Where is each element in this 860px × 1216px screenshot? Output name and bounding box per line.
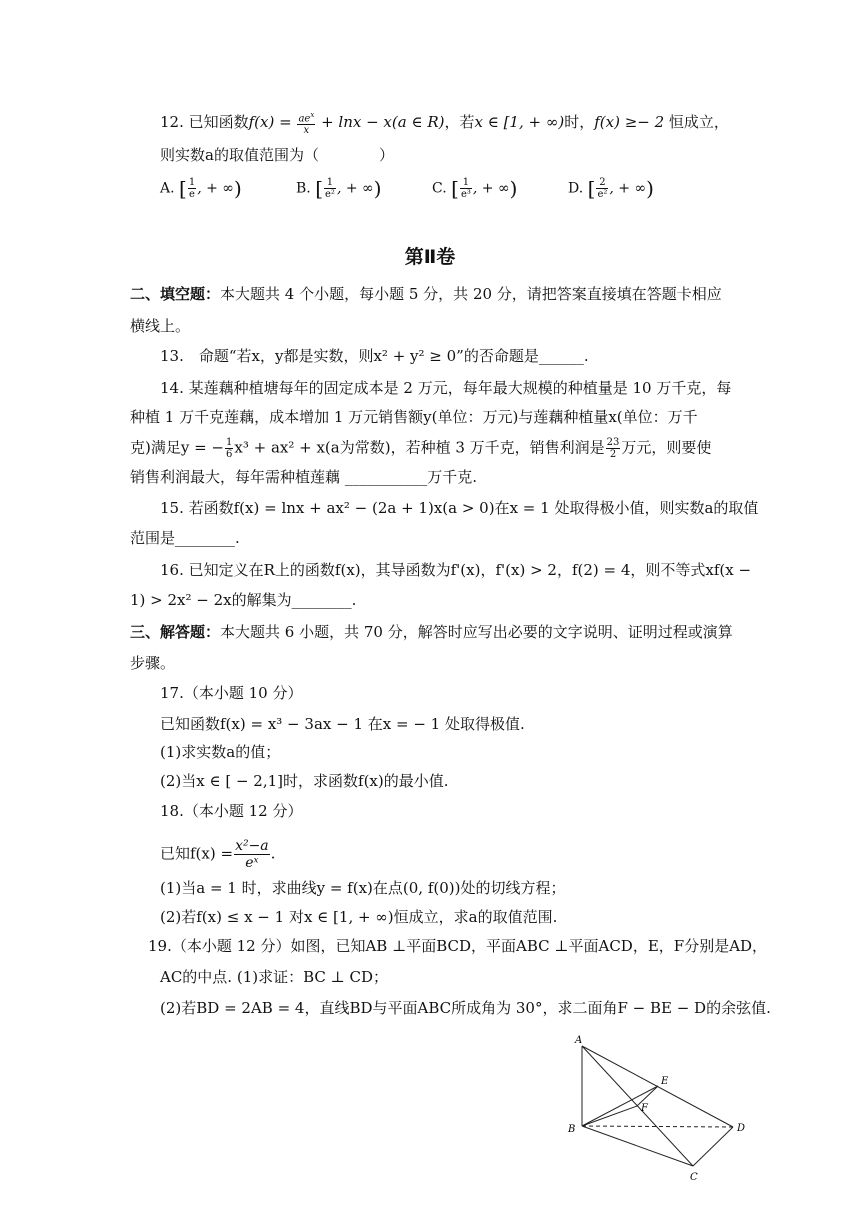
q18-line2: (1)当a = 1 时，求曲线y = f(x)在点(0, f(0))处的切线方程；: [160, 879, 566, 897]
q17-line3: (2)当x ∈ [ − 2,1]时，求函数f(x)的最小值.: [160, 772, 449, 790]
q14-line2: 种植 1 万千克莲藕，成本增加 1 万元销售额y(单位：万元)与莲藕种植量x(单位：万千: [130, 408, 698, 426]
part2-line1: 二、填空题：本大题共 4 个小题，每小题 5 分，共 20 分，请把答案直接填在答题卡相应: [130, 285, 722, 303]
label-c: C: [690, 1172, 698, 1183]
q12-option-d: D. [ $\frac{2}{\text{e²}}$ , + ∞): [568, 176, 654, 201]
part3-line2: 步骤。: [130, 654, 176, 672]
q17-line2: (1)求实数a的值；: [160, 743, 281, 761]
q18-line1: 已知f(x) = $\frac{\text{x²−a}}{\text{eˣ}}$ .: [160, 838, 276, 871]
q17-line1: 已知函数f(x) = x³ − 3ax − 1 在x = − 1 处取得极值.: [160, 715, 525, 733]
label-d: D: [737, 1123, 746, 1134]
q15-line1: 15. 若函数f(x) = lnx + ax² − (2a + 1)x(a > 0)在x = 1 处取得极小值，则实数a的取值: [160, 499, 759, 517]
q12-line2: 则实数a的取值范围为（ ）: [160, 146, 394, 164]
q17-head: 17.（本小题 10 分）: [160, 684, 303, 702]
part3-heading: 三、解答题：: [130, 623, 221, 641]
q12-line1: 12. 已知函数f(x) = $\frac{ae^x}{x}$ + lnx − x(a ∈ R)，若x ∈ [1, + ∞)时，f(x) ≥− 2 恒成立，: [160, 111, 729, 137]
q18-fraction: $\frac{\text{x²−a}}{\text{eˣ}}$: [235, 838, 269, 871]
q19-line3: (2)若BD = 2AB = 4，直线BD与平面ABC所成角为 30°，求二面角F − BE − D的余弦值.: [160, 999, 771, 1017]
label-e: E: [661, 1076, 669, 1087]
part2-heading: 二、填空题：: [130, 285, 221, 303]
edge-bc: [582, 1126, 693, 1166]
q18-head: 18.（本小题 12 分）: [160, 802, 303, 820]
section-title: 第Ⅱ卷: [404, 246, 456, 268]
q12-function: f(x) = $\frac{ae^x}{x}$ + lnx − x(a ∈ R): [248, 111, 445, 137]
q14-line1: 14. 某莲藕种植塘每年的固定成本是 2 万元，每年最大规模的种植量是 10 万千克，每: [160, 379, 732, 397]
q14-line3: 克)满足y = − $\frac{1}{6}$ x³ + ax² + x(a为常数)，若种植 3 万千克，销售利润是 $\frac{23}{2}$ 万元，则要使: [130, 437, 712, 460]
q12-option-b: B. [ $\frac{1}{\text{e²}}$ , + ∞): [296, 176, 382, 201]
q12-fraction: $\frac{ae^x}{x}$: [298, 111, 315, 137]
q14-fraction-23-2: $\frac{23}{2}$: [606, 437, 620, 460]
edge-bd: [582, 1126, 733, 1127]
q19-line1: 19.（本小题 12 分）如图，已知AB ⊥平面BCD，平面ABC ⊥平面ACD，E，F分别是AD，: [148, 937, 768, 955]
part3-line1: 三、解答题：本大题共 6 小题，共 70 分，解答时应写出必要的文字说明、证明过程或演算: [130, 623, 733, 641]
label-b: B: [568, 1124, 576, 1135]
q12-option-a: A. [ $\frac{1}{e}$ , + ∞): [160, 176, 242, 201]
q19-line2: AC的中点. (1)求证：BC ⊥ CD；: [160, 968, 389, 986]
edge-bf: [582, 1106, 637, 1126]
q14-line4: 销售利润最大，每年需种植莲藕 ___________万千克.: [130, 468, 478, 486]
q18-line3: (2)若f(x) ≤ x − 1 对x ∈ [1, + ∞)恒成立，求a的取值范围.: [160, 908, 558, 926]
q15-line2: 范围是________.: [130, 529, 240, 547]
edge-cd: [693, 1127, 733, 1166]
part2-line2: 横线上。: [130, 317, 191, 335]
q14-fraction-1-6: $\frac{1}{6}$: [226, 437, 233, 460]
label-f: F: [641, 1103, 648, 1114]
q16-line2: 1) > 2x² − 2x的解集为________.: [130, 591, 357, 609]
q13: 13. 命题“若x，y都是实数，则x² + y² ≥ 0”的否命题是______.: [160, 347, 589, 365]
q16-line1: 16. 已知定义在R上的函数f(x)，其导函数为f'(x)，f'(x) > 2，f(2) = 4，则不等式xf(x −: [160, 561, 752, 579]
q12-option-c: C. [ $\frac{1}{\text{e³}}$ , + ∞): [432, 176, 518, 201]
label-a: A: [575, 1035, 583, 1046]
